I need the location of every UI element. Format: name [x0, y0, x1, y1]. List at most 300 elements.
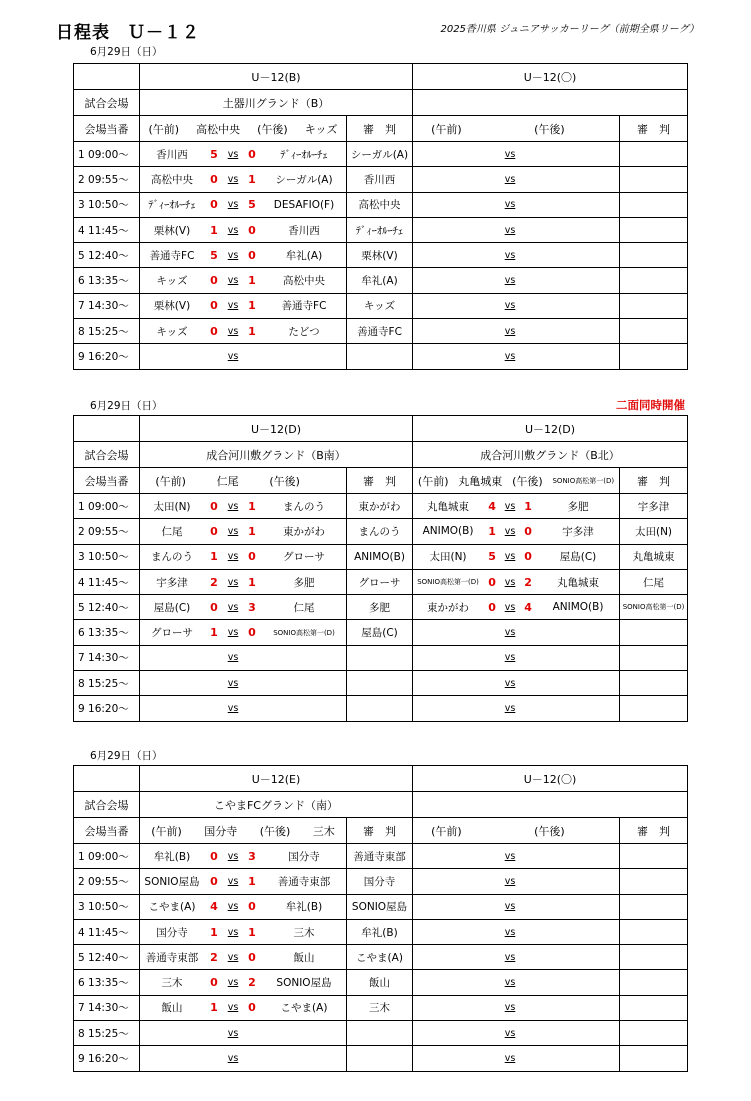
away-team: こやま(A) — [280, 1002, 328, 1015]
left-referee: ANIMO(B) — [347, 544, 413, 569]
vs-label: vs — [227, 351, 239, 363]
away-team: SONIO高松第一(D) — [273, 628, 335, 637]
venue-row — [74, 442, 688, 468]
right-group-label: U－12(〇) — [413, 64, 688, 90]
corner-cell — [74, 64, 140, 90]
home-team: 仁尾 — [161, 525, 183, 538]
left-match-cell — [140, 1021, 347, 1046]
match-row — [74, 243, 688, 268]
vs-label: vs — [504, 1002, 516, 1014]
away-team: ANIMO(B) — [552, 601, 604, 614]
away-team: 三木 — [293, 926, 315, 939]
duty-row — [74, 116, 688, 142]
away-score: 0 — [248, 248, 256, 262]
am-label: (午前) — [151, 824, 182, 838]
home-team: SONIO高松第一(D) — [417, 578, 479, 587]
time-slot: 9 16:20～ — [74, 1046, 140, 1071]
match-row — [74, 1046, 688, 1071]
right-match-cell — [413, 293, 620, 318]
right-match-cell — [413, 142, 620, 167]
page-title: 日程表 Ｕ－１２ — [56, 23, 200, 43]
vs-label: vs — [504, 249, 516, 261]
home-team: SONIO屋島 — [144, 875, 200, 888]
vs-label: vs — [504, 300, 516, 312]
right-referee — [620, 869, 688, 894]
home-score: 0 — [210, 299, 218, 313]
right-referee: 宇多津 — [620, 494, 688, 519]
left-duty-cell — [140, 818, 347, 844]
am-label: (午前) — [148, 122, 180, 136]
away-team: まんのう — [283, 500, 325, 513]
am-label: (午前) — [431, 824, 462, 838]
home-team: 屋島(C) — [153, 601, 191, 614]
right-match-cell — [413, 919, 620, 944]
home-team: 栗林(V) — [153, 300, 191, 313]
vs-label: vs — [504, 275, 516, 287]
right-referee — [620, 970, 688, 995]
venue-row — [74, 90, 688, 116]
pm-duty-team: SONIO高松第一(D) — [552, 476, 615, 485]
match-row — [74, 319, 688, 344]
vs-label: vs — [227, 977, 239, 989]
left-referee: 香川西 — [347, 167, 413, 192]
away-team: 善通寺FC — [281, 300, 327, 313]
right-match-cell — [413, 844, 620, 869]
vs-label: vs — [504, 325, 516, 337]
left-referee: グローサ — [347, 569, 413, 594]
match-row — [74, 595, 688, 620]
vs-label: vs — [227, 1002, 239, 1014]
right-match-cell — [413, 970, 620, 995]
left-referee: SONIO屋島 — [347, 894, 413, 919]
home-score: 5 — [210, 147, 218, 161]
time-slot: 9 16:20～ — [74, 696, 140, 721]
away-team: ﾃﾞｨｰｵﾙｰﾁｪ — [280, 148, 328, 161]
left-duty-cell — [140, 116, 347, 142]
home-team: こやま(A) — [148, 901, 196, 914]
left-venue: 土器川グランド（B） — [140, 90, 413, 116]
right-referee — [620, 192, 688, 217]
left-match-cell — [140, 544, 347, 569]
match-row — [74, 192, 688, 217]
duty-label: 会場当番 — [74, 818, 140, 844]
corner-cell — [74, 416, 140, 442]
vs-label: vs — [227, 199, 239, 211]
away-score: 1 — [524, 499, 532, 513]
away-score: 0 — [524, 524, 532, 538]
time-slot: 6 13:35～ — [74, 970, 140, 995]
vs-label: vs — [227, 224, 239, 236]
right-referee — [620, 243, 688, 268]
vs-label: vs — [227, 148, 239, 160]
match-row — [74, 217, 688, 242]
away-team: 東かがわ — [283, 525, 325, 538]
away-score: 1 — [248, 274, 256, 288]
left-referee: 牟礼(B) — [347, 919, 413, 944]
right-venue — [413, 90, 688, 116]
vs-label: vs — [227, 652, 239, 664]
home-score: 0 — [210, 499, 218, 513]
away-score: 0 — [248, 1001, 256, 1015]
vs-label: vs — [504, 901, 516, 913]
right-referee: SONIO高松第一(D) — [620, 595, 688, 620]
right-referee — [620, 919, 688, 944]
right-referee — [620, 844, 688, 869]
group-header-row — [74, 64, 688, 90]
right-referee — [620, 293, 688, 318]
vs-label: vs — [227, 601, 239, 613]
duty-label: 会場当番 — [74, 116, 140, 142]
time-slot: 4 11:45～ — [74, 919, 140, 944]
left-match-cell — [140, 945, 347, 970]
left-referee — [347, 1021, 413, 1046]
away-team: 丸亀城東 — [557, 576, 600, 589]
away-team: 屋島(C) — [559, 551, 597, 564]
away-team: 牟礼(A) — [285, 249, 323, 262]
away-team: 多肥 — [293, 576, 315, 589]
left-referee: 牟礼(A) — [347, 268, 413, 293]
time-slot: 7 14:30～ — [74, 293, 140, 318]
referee-header: 審 判 — [620, 116, 688, 142]
right-match-cell — [413, 1046, 620, 1071]
left-group-label: U－12(B) — [140, 64, 413, 90]
vs-label: vs — [227, 300, 239, 312]
home-score: 2 — [210, 950, 218, 964]
home-team: 高松中央 — [151, 173, 193, 186]
schedule-table — [73, 63, 688, 370]
home-score: 5 — [488, 550, 496, 564]
right-duty-cell — [413, 468, 620, 494]
home-team: ANIMO(B) — [422, 525, 474, 538]
left-match-cell — [140, 192, 347, 217]
match-row — [74, 544, 688, 569]
home-score: 0 — [210, 172, 218, 186]
match-row — [74, 142, 688, 167]
time-slot: 8 15:25～ — [74, 319, 140, 344]
left-match-cell — [140, 869, 347, 894]
away-score: 1 — [248, 575, 256, 589]
match-row — [74, 919, 688, 944]
left-group-label: U－12(D) — [140, 416, 413, 442]
match-row — [74, 645, 688, 670]
match-row — [74, 344, 688, 369]
left-match-cell — [140, 319, 347, 344]
vs-label: vs — [227, 951, 239, 963]
vs-label: vs — [504, 977, 516, 989]
left-match-cell — [140, 970, 347, 995]
right-referee — [620, 645, 688, 670]
pm-duty-team: キッズ — [304, 122, 338, 136]
home-score: 0 — [488, 600, 496, 614]
left-referee: 栗林(V) — [347, 243, 413, 268]
left-match-cell — [140, 671, 347, 696]
vs-label: vs — [227, 703, 239, 715]
time-slot: 3 10:50～ — [74, 544, 140, 569]
pm-label: (午後) — [512, 474, 543, 488]
match-row — [74, 970, 688, 995]
match-row — [74, 293, 688, 318]
away-score: 1 — [248, 524, 256, 538]
pm-label: (午後) — [257, 122, 288, 136]
left-referee — [347, 645, 413, 670]
home-team: 東かがわ — [427, 601, 470, 614]
referee-header: 審 判 — [620, 818, 688, 844]
left-match-cell — [140, 293, 347, 318]
away-score: 0 — [248, 900, 256, 914]
right-referee — [620, 1046, 688, 1071]
left-referee — [347, 696, 413, 721]
time-slot: 1 09:00～ — [74, 142, 140, 167]
left-referee: 飯山 — [347, 970, 413, 995]
away-score: 1 — [248, 172, 256, 186]
left-match-cell — [140, 217, 347, 242]
home-team: 丸亀城東 — [427, 500, 470, 513]
time-slot: 7 14:30～ — [74, 995, 140, 1020]
left-match-cell — [140, 919, 347, 944]
time-slot: 1 09:00～ — [74, 494, 140, 519]
left-referee: キッズ — [347, 293, 413, 318]
vs-label: vs — [504, 850, 516, 862]
left-referee: シーガル(A) — [347, 142, 413, 167]
vs-label: vs — [227, 1027, 239, 1039]
away-score: 3 — [248, 849, 256, 863]
away-team: 牟礼(B) — [285, 901, 323, 914]
right-referee — [620, 344, 688, 369]
away-score: 1 — [248, 874, 256, 888]
vs-label: vs — [504, 148, 516, 160]
section-date: 6月29日（日） — [90, 46, 163, 58]
vs-label: vs — [504, 173, 516, 185]
league-name: 2025香川県 ジュニアサッカーリーグ（前期全県リーグ） — [440, 24, 699, 35]
time-slot: 4 11:45～ — [74, 569, 140, 594]
right-match-cell — [413, 569, 620, 594]
home-score: 0 — [210, 324, 218, 338]
home-score: 1 — [210, 1001, 218, 1015]
right-match-cell — [413, 1021, 620, 1046]
home-team: グローサ — [151, 627, 193, 640]
left-referee: 善通寺東部 — [347, 844, 413, 869]
away-team: たどつ — [288, 325, 320, 338]
right-match-cell — [413, 243, 620, 268]
home-team: 三木 — [161, 977, 183, 990]
venue-label: 試合会場 — [74, 442, 140, 468]
time-slot: 8 15:25～ — [74, 1021, 140, 1046]
vs-label: vs — [504, 224, 516, 236]
right-match-cell — [413, 344, 620, 369]
away-score: 2 — [524, 575, 532, 589]
right-match-cell — [413, 696, 620, 721]
vs-label: vs — [227, 551, 239, 563]
home-team: 飯山 — [161, 1002, 183, 1015]
pm-label: (午後) — [259, 824, 291, 838]
home-score: 4 — [488, 499, 496, 513]
right-referee — [620, 671, 688, 696]
right-referee — [620, 945, 688, 970]
left-match-cell — [140, 243, 347, 268]
right-referee — [620, 620, 688, 645]
right-referee — [620, 894, 688, 919]
left-match-cell — [140, 344, 347, 369]
vs-label: vs — [504, 551, 516, 563]
duty-row — [74, 468, 688, 494]
vs-label: vs — [504, 652, 516, 664]
away-team: SONIO屋島 — [276, 977, 332, 990]
right-referee — [620, 142, 688, 167]
home-score: 0 — [210, 874, 218, 888]
time-slot: 3 10:50～ — [74, 894, 140, 919]
home-score: 0 — [210, 849, 218, 863]
left-referee — [347, 671, 413, 696]
home-score: 0 — [210, 600, 218, 614]
vs-label: vs — [504, 1027, 516, 1039]
left-match-cell — [140, 268, 347, 293]
home-score: 0 — [210, 274, 218, 288]
right-match-cell — [413, 620, 620, 645]
time-slot: 4 11:45～ — [74, 217, 140, 242]
match-row — [74, 268, 688, 293]
am-label: (午前) — [417, 474, 449, 488]
away-team: 宇多津 — [562, 525, 594, 538]
right-match-cell — [413, 192, 620, 217]
right-match-cell — [413, 494, 620, 519]
home-score: 0 — [210, 198, 218, 212]
time-slot: 5 12:40～ — [74, 243, 140, 268]
time-slot: 5 12:40～ — [74, 945, 140, 970]
left-referee — [347, 1046, 413, 1071]
match-row — [74, 519, 688, 544]
am-label: (午前) — [431, 122, 462, 136]
vs-label: vs — [227, 677, 239, 689]
referee-header: 審 判 — [620, 468, 688, 494]
vs-label: vs — [504, 627, 516, 639]
am-duty-team: 国分寺 — [204, 824, 238, 838]
vs-label: vs — [227, 627, 239, 639]
home-team: 善通寺東部 — [145, 951, 199, 964]
schedule-table — [73, 415, 688, 722]
right-referee: 仁尾 — [620, 569, 688, 594]
right-match-cell — [413, 995, 620, 1020]
match-row — [74, 1021, 688, 1046]
right-match-cell — [413, 945, 620, 970]
away-team: 飯山 — [293, 951, 315, 964]
right-match-cell — [413, 319, 620, 344]
vs-label: vs — [504, 351, 516, 363]
away-team: 高松中央 — [283, 275, 325, 288]
right-match-cell — [413, 167, 620, 192]
right-match-cell — [413, 671, 620, 696]
right-match-cell — [413, 519, 620, 544]
right-referee — [620, 1021, 688, 1046]
left-duty-cell — [140, 468, 347, 494]
vs-label: vs — [227, 173, 239, 185]
time-slot: 9 16:20～ — [74, 344, 140, 369]
match-row — [74, 869, 688, 894]
home-score: 1 — [488, 524, 496, 538]
match-row — [74, 494, 688, 519]
left-match-cell — [140, 167, 347, 192]
home-team: まんのう — [151, 551, 193, 564]
match-row — [74, 620, 688, 645]
match-row — [74, 945, 688, 970]
away-team: 多肥 — [567, 500, 589, 513]
away-score: 0 — [248, 147, 256, 161]
schedule-table — [73, 765, 688, 1072]
home-team: 太田(N) — [429, 551, 467, 564]
home-score: 5 — [210, 248, 218, 262]
left-match-cell — [140, 620, 347, 645]
time-slot: 2 09:55～ — [74, 869, 140, 894]
home-score: 1 — [210, 550, 218, 564]
left-referee: まんのう — [347, 519, 413, 544]
time-slot: 6 13:35～ — [74, 620, 140, 645]
away-score: 0 — [248, 950, 256, 964]
right-match-cell — [413, 217, 620, 242]
right-referee — [620, 696, 688, 721]
home-score: 1 — [210, 925, 218, 939]
away-score: 1 — [248, 324, 256, 338]
vs-label: vs — [227, 1053, 239, 1065]
home-team: ﾃﾞｨｰｵﾙｰﾁｪ — [148, 199, 196, 212]
section-date: 6月29日（日） — [90, 400, 163, 412]
am-duty-team: 高松中央 — [196, 122, 241, 136]
left-referee — [347, 344, 413, 369]
vs-label: vs — [504, 1053, 516, 1065]
referee-header: 審 判 — [347, 468, 413, 494]
home-team: キッズ — [156, 275, 188, 288]
left-match-cell — [140, 494, 347, 519]
home-team: 香川西 — [156, 148, 188, 161]
time-slot: 2 09:55～ — [74, 167, 140, 192]
section-date: 6月29日（日） — [90, 750, 163, 762]
right-referee — [620, 268, 688, 293]
vs-label: vs — [504, 951, 516, 963]
away-score: 5 — [248, 198, 256, 212]
vs-label: vs — [227, 850, 239, 862]
vs-label: vs — [504, 926, 516, 938]
vs-label: vs — [227, 926, 239, 938]
corner-cell — [74, 766, 140, 792]
match-row — [74, 844, 688, 869]
away-team: DESAFIO(F) — [273, 198, 335, 211]
left-venue: こやまFCグランド（南） — [140, 792, 413, 818]
away-score: 0 — [248, 223, 256, 237]
home-team: 栗林(V) — [153, 224, 191, 237]
right-referee — [620, 217, 688, 242]
pm-label: (午後) — [534, 824, 565, 838]
right-referee — [620, 167, 688, 192]
referee-header: 審 判 — [347, 116, 413, 142]
left-referee: 東かがわ — [347, 494, 413, 519]
right-duty-cell — [413, 116, 620, 142]
away-score: 4 — [524, 600, 532, 614]
duty-row — [74, 818, 688, 844]
left-referee: 多肥 — [347, 595, 413, 620]
match-row — [74, 167, 688, 192]
vs-label: vs — [227, 275, 239, 287]
home-score: 1 — [210, 223, 218, 237]
left-referee: 三木 — [347, 995, 413, 1020]
left-match-cell — [140, 645, 347, 670]
vs-label: vs — [504, 703, 516, 715]
left-referee: 高松中央 — [347, 192, 413, 217]
right-match-cell — [413, 595, 620, 620]
away-score: 1 — [248, 925, 256, 939]
home-team: 宇多津 — [156, 576, 188, 589]
away-score: 0 — [248, 550, 256, 564]
home-team: 善通寺FC — [149, 249, 195, 262]
away-team: グローサ — [283, 551, 325, 564]
home-score: 0 — [210, 976, 218, 990]
